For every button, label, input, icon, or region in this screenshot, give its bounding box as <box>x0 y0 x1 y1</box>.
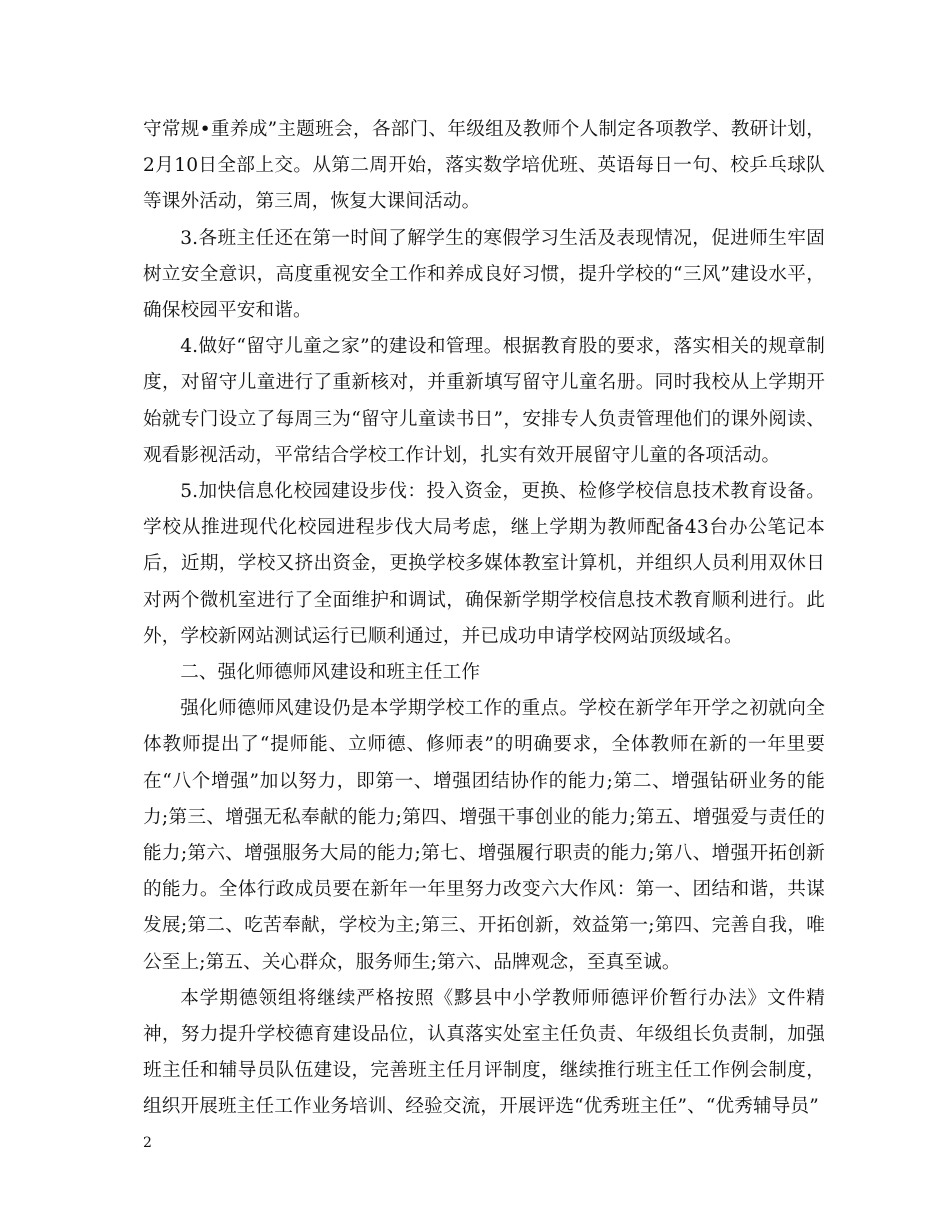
paragraph-ethics: 强化师德师风建设仍是本学期学校工作的重点。学校在新学年开学之初就向全体教师提出了“提师能、立师德、修师表”的明确要求，全体教师在新的一年里要在“八个增强”加以努力，即第一、增强团结协作的能力;第二、增强钻研业务的能力;第三、增强无私奉献的能力;第四、增强干事创业的能力;第五、增强爱与责任的能力;第六、增强服务大局的能力;第七、增强履行职责的能力;第八、增强开拓创新的能力。全体行政成员要在新年一年里努力改变六大作风：第一、团结和谐，共谋发展;第二、吃苦奉献，学校为主;第三、开拓创新，效益第一;第四、完善自我，唯公至上;第五、关心群众，服务师生;第六、品牌观念，至真至诚。 <box>143 698 825 973</box>
paragraph-item-3: 3.各班主任还在第一时间了解学生的寒假学习生活及表现情况，促进师生牢固树立安全意识，高度重视安全工作和养成良好习惯，提升学校的“三风”建设水平，确保校园平安和谐。 <box>143 227 825 322</box>
paragraph-item-4: 4.做好“留守儿童之家”的建设和管理。根据教育股的要求，落实相关的规章制度，对留守儿童进行了重新核对，并重新填写留守儿童名册。同时我校从上学期开始就专门设立了每周三为“留守儿童读书日”，安排专人负责管理他们的课外阅读、观看影视活动，平常结合学校工作计划，扎实有效开展留守儿童的各项活动。 <box>143 336 825 466</box>
paragraph-item-5: 5.加快信息化校园建设步伐：投入资金，更换、检修学校信息技术教育设备。学校从推进现代化校园进程步伐大局考虑，继上学期为教师配备43台办公笔记本后，近期，学校又挤出资金，更换学校多媒体教室计算机，并组织人员利用双休日对两个微机室进行了全面维护和调试，确保新学期学校信息技术教育顺利进行。此外，学校新网站测试运行已顺利通过，并已成功申请学校网站顶级域名。 <box>143 481 825 647</box>
page-number: 2 <box>143 1135 152 1151</box>
paragraph-continued: 守常规•重养成”主题班会，各部门、年级组及教师个人制定各项教学、教研计划，2月10日全部上交。从第二周开始，落实数学培优班、英语每日一句、校乒乓球队等课外活动，第三周，恢复大课间活动。 <box>143 119 825 213</box>
document-body <box>143 112 825 1126</box>
section-heading-2: 二、强化师德师风建设和班主任工作 <box>180 662 481 684</box>
paragraph-leadership: 本学期德领组将继续严格按照《黟县中小学教师师德评价暂行办法》文件精神，努力提升学校德育建设品位，认真落实处室主任负责、年级组长负责制，加强班主任和辅导员队伍建设，完善班主任月评制度，继续推行班主任工作例会制度，组织开展班主任工作业务培训、经验交流，开展评选“优秀班主任”、“优秀辅导员” <box>143 987 825 1118</box>
